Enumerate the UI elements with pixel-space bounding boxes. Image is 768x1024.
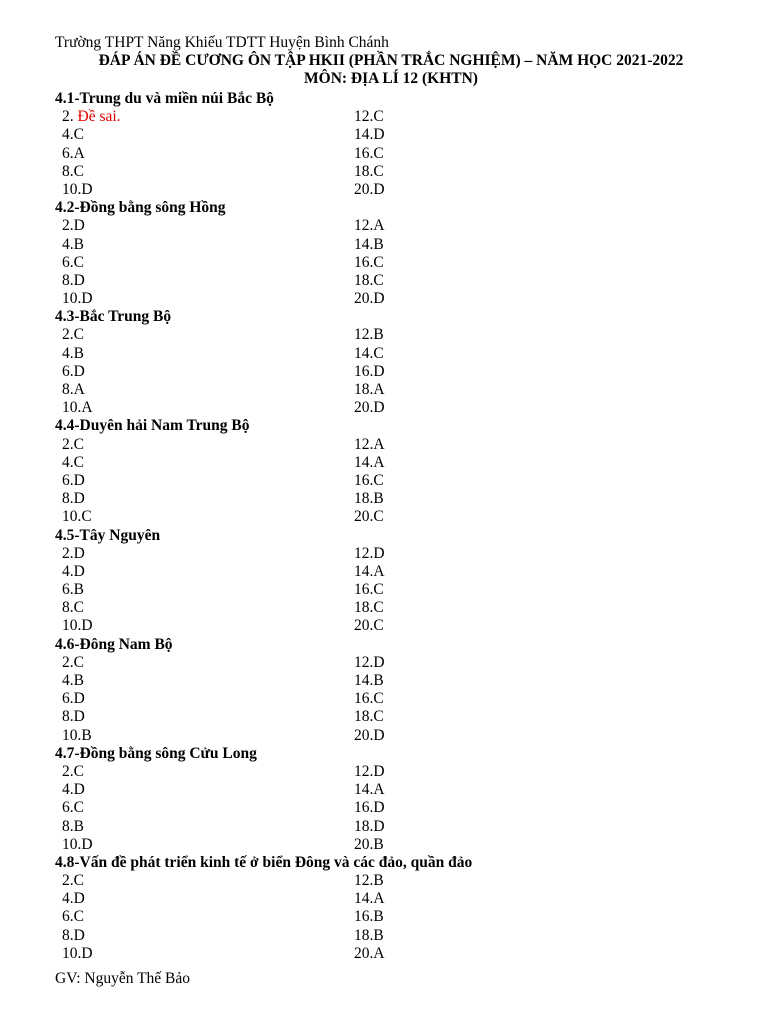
answer-row	[0, 126, 768, 144]
answer-letter: C	[73, 435, 84, 453]
answer-right: 14.B	[354, 235, 384, 253]
answer-section	[0, 636, 768, 745]
answer-left	[62, 927, 85, 945]
answer-left	[62, 163, 84, 181]
answer-right: 16.D	[354, 362, 385, 380]
answer-left	[62, 872, 84, 890]
answer-row	[0, 690, 768, 708]
answer-letter: D	[73, 217, 85, 235]
question-number: 8.	[62, 708, 74, 726]
answer-left	[62, 672, 84, 690]
answer-left	[62, 272, 85, 290]
section-heading: 4.2-Đồng bằng sông Hồng	[55, 199, 226, 217]
question-number: 10.	[62, 726, 82, 744]
answer-row	[0, 617, 768, 635]
answer-left	[62, 472, 85, 490]
answer-right: 20.A	[354, 944, 385, 962]
answer-left	[62, 654, 84, 672]
answer-letter: D	[81, 617, 93, 635]
answer-row	[0, 272, 768, 290]
question-number: 2.	[62, 217, 74, 235]
answer-row	[0, 490, 768, 508]
school-name: Trường THPT Năng Khiếu TDTT Huyện Bình Chánh	[55, 34, 389, 51]
answer-left	[62, 563, 85, 581]
answer-row	[0, 236, 768, 254]
answer-right: 18.C	[354, 708, 384, 726]
answer-letter: B	[73, 672, 84, 689]
question-number: 2.	[62, 653, 74, 671]
answer-right: 18.C	[354, 271, 384, 289]
answer-left	[62, 781, 85, 799]
answer-letter: B	[81, 726, 92, 744]
section-heading: 4.4-Duyên hải Nam Trung Bộ	[55, 417, 250, 435]
answer-right: 12.A	[354, 435, 385, 453]
answer-right: 16.C	[354, 144, 384, 162]
answer-right: 12.D	[354, 762, 385, 780]
answer-letter: D	[81, 290, 93, 308]
question-number: 2.	[62, 872, 74, 890]
question-number: 10.	[62, 835, 82, 853]
question-number: 8.	[62, 599, 74, 617]
answer-left	[62, 217, 85, 235]
answer-right: 12.D	[354, 653, 385, 671]
answer-section	[0, 199, 768, 308]
answer-letter: C	[73, 908, 84, 926]
answer-right: 14.A	[354, 890, 385, 908]
question-number: 8.	[62, 817, 74, 835]
answer-row	[0, 708, 768, 726]
answer-letter: C	[73, 453, 84, 471]
answer-section	[0, 90, 768, 199]
answer-letter: D	[73, 926, 85, 944]
section-heading: 4.6-Đông Nam Bộ	[55, 635, 173, 653]
answer-row	[0, 381, 768, 399]
answer-row	[0, 927, 768, 945]
answer-right: 16.C	[354, 581, 384, 599]
section-heading: 4.5-Tây Nguyên	[55, 526, 161, 544]
answer-letter: D	[73, 708, 85, 726]
question-number: 4.	[62, 126, 74, 144]
answer-letter: B	[73, 344, 84, 362]
question-number: 10.	[62, 617, 82, 635]
answer-left	[62, 690, 85, 708]
answer-left	[62, 581, 84, 599]
answer-row	[0, 890, 768, 908]
answer-left	[62, 763, 84, 781]
answer-right: 12.B	[354, 326, 384, 344]
answer-row	[0, 454, 768, 472]
answer-left	[62, 108, 121, 126]
answer-section	[0, 417, 768, 526]
answer-right: 20.D	[354, 290, 385, 308]
answer-row	[0, 545, 768, 563]
answer-row	[0, 217, 768, 235]
answer-left	[62, 254, 84, 272]
question-number: 2.	[62, 544, 74, 562]
answer-left	[62, 181, 93, 199]
answer-section	[0, 854, 768, 963]
answer-row	[0, 181, 768, 199]
section-heading: 4.8-Vấn đề phát triển kinh tế ở biển Đông và các đảo, quần đảo	[55, 853, 473, 871]
question-number: 4.	[62, 344, 74, 362]
answer-row	[0, 781, 768, 799]
answer-letter: C	[73, 799, 84, 817]
answer-letter: C	[73, 162, 84, 180]
answer-letter: A	[73, 144, 85, 162]
answer-left	[62, 599, 84, 617]
answer-right: 18.C	[354, 599, 384, 617]
answer-right: 16.C	[354, 253, 384, 271]
answer-section	[0, 745, 768, 854]
answer-letter: C	[73, 253, 84, 271]
answer-left	[62, 454, 84, 472]
answer-left	[62, 545, 85, 563]
question-number: 8.	[62, 162, 74, 180]
answer-letter: C	[73, 126, 84, 144]
answer-left	[62, 617, 93, 635]
answer-right: 14.A	[354, 781, 385, 799]
answer-letter: B	[73, 817, 84, 835]
question-number: 8.	[62, 381, 74, 398]
question-number: 10.	[62, 944, 82, 962]
answer-right: 14.C	[354, 344, 384, 362]
answer-letter: D	[73, 471, 85, 489]
answer-right: 20.B	[354, 835, 384, 853]
question-number: 4.	[62, 890, 74, 908]
question-number: 2.	[62, 762, 74, 780]
answer-right: 12.D	[354, 544, 385, 562]
question-number: 10.	[62, 290, 82, 308]
answer-letter: D	[81, 180, 93, 198]
answer-right: 14.A	[354, 562, 385, 580]
answer-letter: D	[73, 890, 85, 908]
answer-right: 18.B	[354, 926, 384, 944]
answer-left	[62, 490, 85, 508]
question-number: 4.	[62, 672, 74, 689]
section-heading: 4.7-Đồng bằng sông Cửu Long	[55, 744, 257, 762]
answer-row	[0, 508, 768, 526]
answer-left	[62, 381, 85, 399]
answer-letter: B	[73, 235, 84, 253]
answer-right: 20.C	[354, 617, 384, 635]
answer-row	[0, 672, 768, 690]
answer-letter: D	[73, 690, 85, 708]
answer-row	[0, 399, 768, 417]
question-number: 8.	[62, 490, 74, 508]
answer-left	[62, 945, 93, 963]
answer-letter: C	[73, 326, 84, 344]
answer-row	[0, 108, 768, 126]
answer-left	[62, 236, 84, 254]
answer-letter: C	[73, 762, 84, 780]
answer-section	[0, 527, 768, 636]
answer-letter: D	[73, 562, 85, 580]
question-number: 6.	[62, 908, 74, 926]
answer-row	[0, 818, 768, 836]
answer-left	[62, 508, 92, 526]
answer-letter: C	[73, 599, 84, 617]
answer-letter: C	[73, 653, 84, 671]
section-heading: 4.1-Trung du và miền núi Bắc Bộ	[55, 90, 274, 107]
question-number: 6.	[62, 581, 74, 599]
answer-left	[62, 145, 85, 163]
answer-row	[0, 290, 768, 308]
answer-left	[62, 727, 92, 745]
question-number: 6.	[62, 799, 74, 817]
answer-right: 20.D	[354, 726, 385, 744]
subject-title: MÔN: ĐỊA LÍ 12 (KHTN)	[304, 70, 478, 87]
document-title: ĐÁP ÁN ĐỀ CƯƠNG ÔN TẬP HKII (PHẦN TRẮC NGHIỆM) – NĂM HỌC 2021-2022	[98, 52, 684, 69]
answer-section	[0, 308, 768, 417]
question-number: 4.	[62, 453, 74, 471]
question-number: 4.	[62, 235, 74, 253]
answer-row	[0, 472, 768, 490]
answer-letter: C	[81, 508, 92, 526]
answer-right: 16.B	[354, 908, 384, 926]
answer-row	[0, 363, 768, 381]
answer-letter: D	[73, 781, 85, 799]
question-number: 2.	[62, 435, 74, 453]
question-number: 10.	[62, 180, 82, 198]
answer-row	[0, 908, 768, 926]
question-number: 6.	[62, 144, 74, 162]
answer-left	[62, 126, 84, 144]
answer-right: 20.D	[354, 399, 385, 417]
answer-row	[0, 654, 768, 672]
answer-row	[0, 436, 768, 454]
answer-right: 16.D	[354, 799, 385, 817]
answer-right: 12.C	[354, 108, 384, 126]
question-number: 6.	[62, 690, 74, 708]
answer-row	[0, 345, 768, 363]
answer-row	[0, 799, 768, 817]
answer-right: 12.B	[354, 872, 384, 890]
question-number: 2.	[62, 108, 74, 126]
answer-left	[62, 436, 84, 454]
answer-row	[0, 145, 768, 163]
answer-letter: D	[73, 544, 85, 562]
answer-letter: A	[81, 399, 93, 417]
teacher-signature: GV: Nguyễn Thế Bảo	[55, 970, 191, 987]
answer-row	[0, 254, 768, 272]
answer-left	[62, 708, 85, 726]
question-number: 6.	[62, 253, 74, 271]
answer-left	[62, 908, 84, 926]
answer-row	[0, 326, 768, 344]
answer-letter: B	[73, 581, 84, 599]
question-number: 2.	[62, 326, 74, 344]
question-number: 4.	[62, 562, 74, 580]
answer-left	[62, 818, 84, 836]
answer-right: 16.C	[354, 471, 384, 489]
answer-right: 20.C	[354, 508, 384, 526]
question-number: 6.	[62, 362, 74, 380]
answer-left	[62, 290, 93, 308]
answer-left	[62, 836, 93, 854]
question-number: 8.	[62, 271, 74, 289]
answer-letter: C	[73, 872, 84, 890]
answer-letter: D	[73, 271, 85, 289]
question-number: 6.	[62, 471, 74, 489]
answer-left	[62, 326, 84, 344]
answer-left	[62, 890, 85, 908]
question-number: 10.	[62, 508, 82, 526]
answer-row	[0, 727, 768, 745]
answer-letter: D	[81, 835, 93, 853]
answer-row	[0, 763, 768, 781]
answer-right: 18.B	[354, 490, 384, 508]
answer-row	[0, 599, 768, 617]
answer-row	[0, 872, 768, 890]
answer-right: 18.A	[354, 381, 385, 398]
section-heading: 4.3-Bắc Trung Bộ	[55, 308, 172, 326]
question-number: 8.	[62, 926, 74, 944]
answer-letter: D	[73, 362, 85, 380]
answer-letter: A	[73, 381, 85, 398]
answer-right: 18.D	[354, 817, 385, 835]
answer-row	[0, 563, 768, 581]
question-number: 4.	[62, 781, 74, 799]
answer-letter: D	[81, 944, 93, 962]
answer-right: 14.A	[354, 453, 385, 471]
question-number: 10.	[62, 399, 82, 417]
answer-left	[62, 345, 84, 363]
answer-left	[62, 363, 85, 381]
error-note: Đề sai.	[77, 108, 121, 126]
answer-sections	[0, 90, 768, 963]
answer-right: 12.A	[354, 217, 385, 235]
answer-right: 14.B	[354, 672, 384, 689]
answer-right: 20.D	[354, 180, 385, 198]
answer-left	[62, 799, 84, 817]
answer-row	[0, 163, 768, 181]
answer-letter: D	[73, 490, 85, 508]
answer-left	[62, 399, 93, 417]
answer-row	[0, 836, 768, 854]
answer-right: 16.C	[354, 690, 384, 708]
answer-right: 18.C	[354, 162, 384, 180]
answer-right: 14.D	[354, 126, 385, 144]
answer-row	[0, 945, 768, 963]
answer-row	[0, 581, 768, 599]
